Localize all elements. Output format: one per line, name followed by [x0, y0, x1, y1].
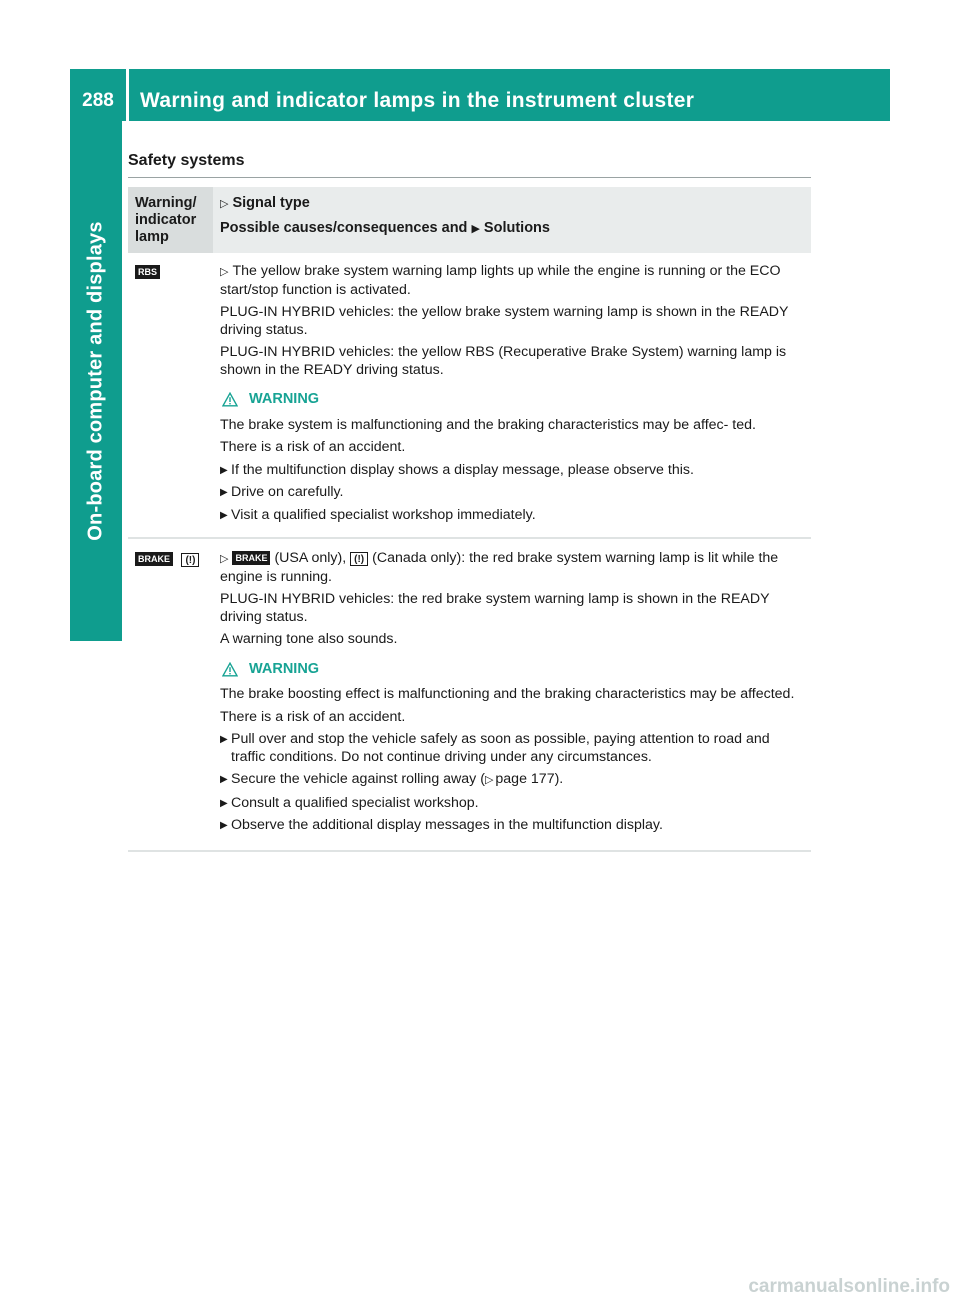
signal-type-label: Signal type [232, 195, 310, 211]
section-title: Safety systems [128, 152, 245, 169]
warning-heading: WARNING [222, 661, 807, 679]
lamp-cell [128, 263, 213, 529]
title-rule [128, 177, 811, 178]
page-number: 288 [82, 90, 114, 111]
paragraph: There is a risk of an accident. [220, 439, 406, 455]
paragraph: The brake boosting effect is malfunctioning and the braking characteristics may be affected. [220, 686, 795, 702]
signal-triangle-icon: ▷ [220, 266, 229, 278]
warning-triangle-icon [222, 662, 238, 677]
warning-heading: WARNING [222, 391, 807, 409]
watermark: carmanualsonline.info [748, 1276, 950, 1297]
page-ref-triangle-icon: ▷ [484, 774, 494, 786]
lamp-cell [128, 550, 213, 840]
arrow-icon: ▶ [220, 797, 228, 809]
arrow-icon: ▶ [220, 820, 228, 831]
list-item: ▶ If the multifunction display shows a display message, please observe this. [220, 461, 694, 478]
list-item: ▶ Drive on carefully. [220, 484, 344, 500]
brake-lamp-icon: BRAKE [135, 552, 173, 566]
signal-paragraph: ▷ The yellow brake system warning lamp lights up while the engine is running or the ECO start/stop function is activated. [220, 263, 781, 298]
paragraph: PLUG-IN HYBRID vehicles: the red brake system warning lamp is shown in the READY driving status. [220, 591, 770, 625]
header-divider [126, 69, 129, 121]
table-row [128, 539, 811, 852]
paragraph: A warning tone also sounds. [220, 631, 398, 647]
signal-triangle-icon: ▷ [220, 198, 229, 210]
column-header-main [213, 187, 811, 253]
column-header-lamp: Warning/ indicator lamp [128, 187, 213, 253]
header-title: Warning and indicator lamps in the instrument cluster [140, 89, 695, 112]
list-item: ▶ Visit a qualified specialist workshop immediately. [220, 506, 536, 523]
solution-arrow-icon: ▶ [471, 223, 480, 235]
page-header [70, 69, 890, 121]
table-row [128, 253, 811, 539]
page-reference-link[interactable]: page 177). [495, 771, 564, 787]
causes-label: Possible causes/consequences and [220, 220, 468, 236]
signal-paragraph: ▷ BRAKE (USA only), (!) (Canada only): the red brake system warning lamp is lit while the engine is running. [220, 550, 779, 585]
side-tab-label: On-board computer and displays [84, 221, 107, 541]
brake-lamp-icon: BRAKE [232, 551, 270, 565]
arrow-icon: ▶ [220, 464, 228, 476]
paragraph: PLUG-IN HYBRID vehicles: the yellow brake system warning lamp is shown in the READY driving status. [220, 304, 789, 338]
paragraph: The brake system is malfunctioning and the braking characteristics may be affec- ted. [220, 416, 756, 433]
arrow-icon: ▶ [220, 509, 228, 521]
arrow-icon: ▶ [220, 487, 228, 498]
list-item: ▶ Observe the additional display messages in the multifunction display. [220, 817, 663, 833]
warning-lamp-table [128, 187, 811, 852]
rbs-lamp-icon: RBS [135, 265, 160, 279]
brake-circle-lamp-icon: (!) [350, 552, 368, 566]
list-item: ▶ Consult a qualified specialist workshop. [220, 794, 479, 811]
warning-triangle-icon [222, 392, 238, 407]
description-cell [213, 550, 811, 840]
paragraph: PLUG-IN HYBRID vehicles: the yellow RBS (Recuperative Brake System) warning lamp is shown in the READY driving status. [220, 344, 787, 378]
solutions-label: Solutions [483, 220, 550, 236]
paragraph: There is a risk of an accident. [220, 708, 406, 725]
arrow-icon: ▶ [220, 774, 228, 785]
table-header [128, 187, 811, 253]
list-item: ▶ Pull over and stop the vehicle safely as soon as possible, paying attention to road and traffic conditions. Do not continue driving under any circumstances. [220, 731, 770, 765]
list-item: ▶ Secure the vehicle against rolling away (▷ page 177). [220, 771, 807, 790]
brake-circle-lamp-icon: (!) [181, 553, 199, 567]
arrow-icon: ▶ [220, 734, 228, 745]
description-cell [213, 263, 811, 529]
signal-triangle-icon: ▷ [220, 553, 229, 565]
